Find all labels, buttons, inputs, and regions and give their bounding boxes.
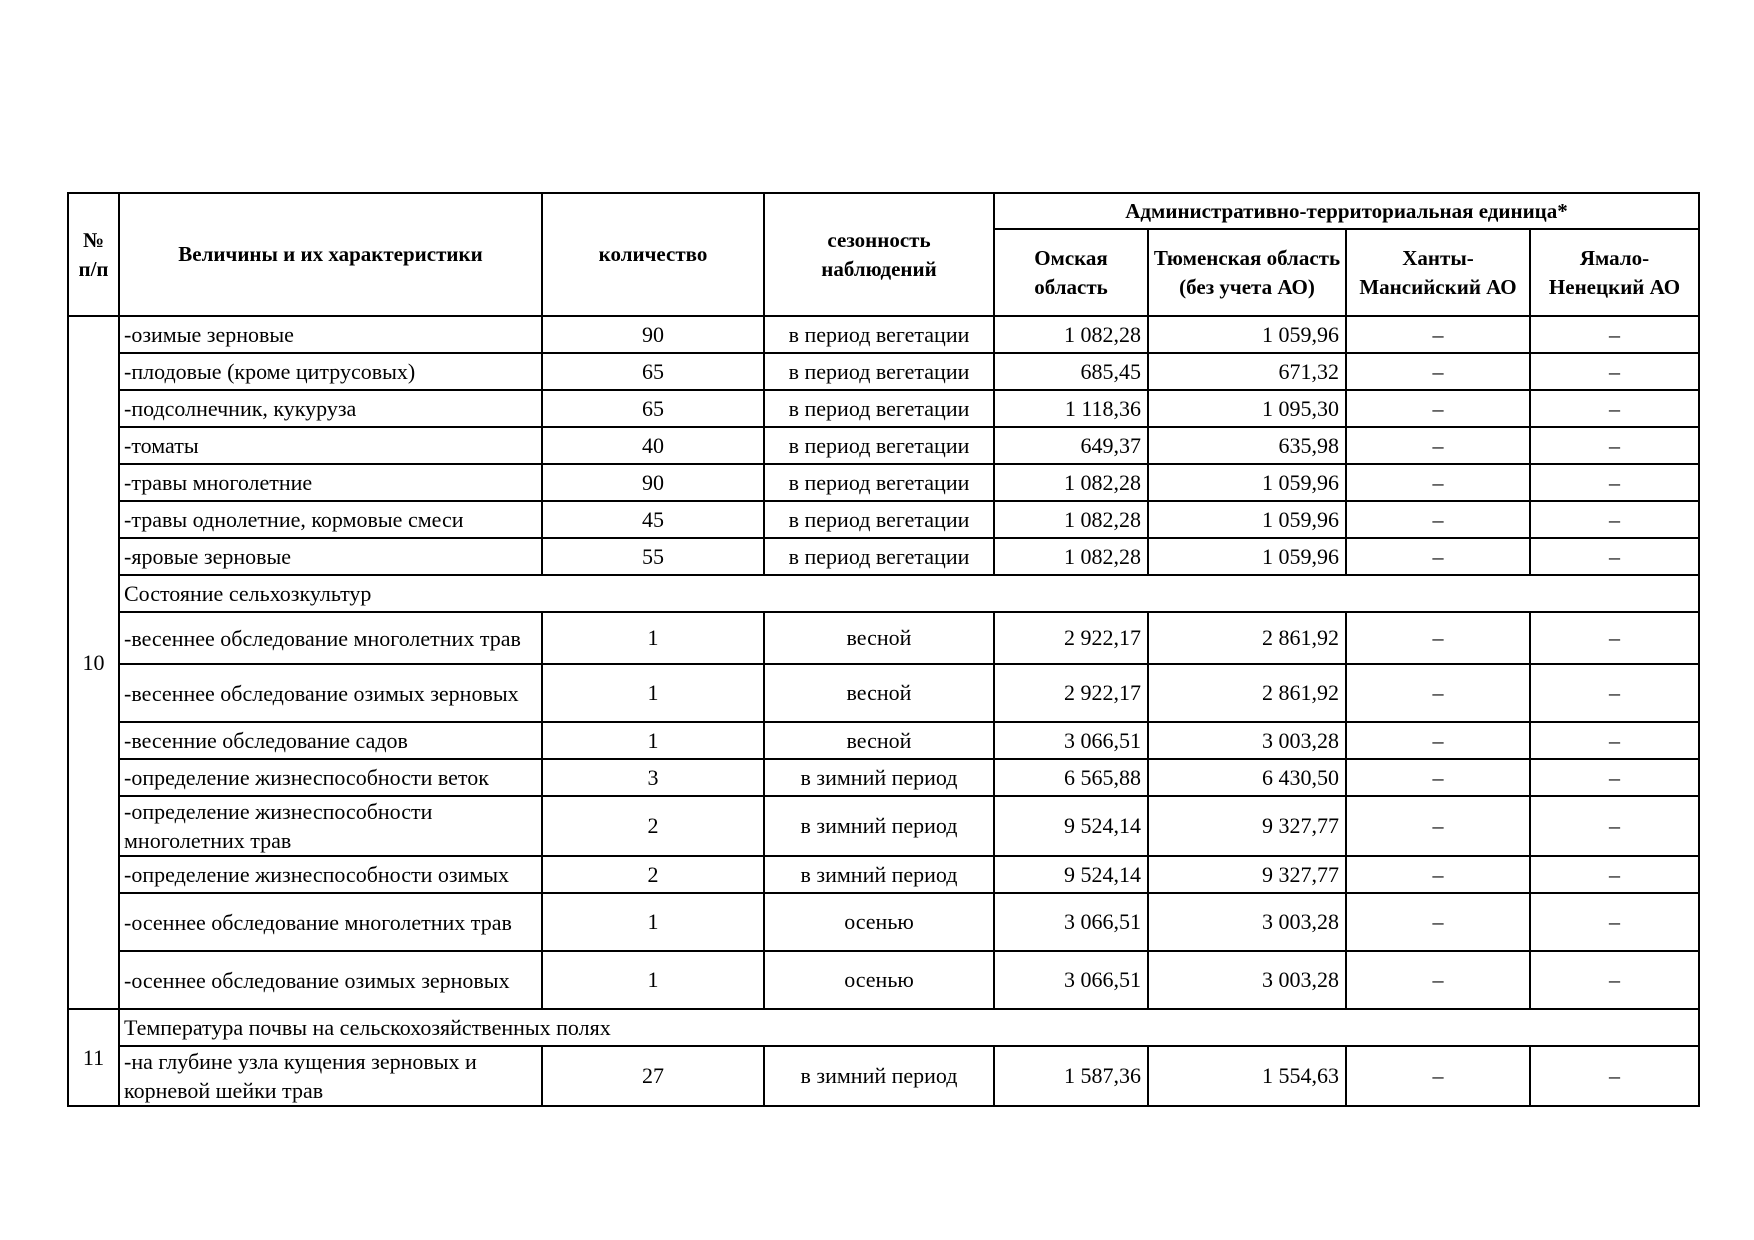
table-row bbox=[68, 722, 1699, 759]
row-value-khmao: – bbox=[1346, 893, 1530, 951]
table-row bbox=[68, 353, 1699, 390]
table-row bbox=[68, 759, 1699, 796]
row-desc: -определение жизнеспособности многолетних трав bbox=[119, 796, 542, 856]
header-admin-unit: Административно-территориальная единица* bbox=[994, 193, 1699, 229]
row-value-omsk: 9 524,14 bbox=[994, 796, 1148, 856]
header-region-yanao: Ямало-Ненецкий АО bbox=[1530, 229, 1699, 316]
row-desc: -осеннее обследование озимых зерновых bbox=[119, 951, 542, 1009]
row-value-omsk: 6 565,88 bbox=[994, 759, 1148, 796]
row-desc: -травы многолетние bbox=[119, 464, 542, 501]
row-value-tyumen: 1 059,96 bbox=[1148, 316, 1346, 353]
section-title: Температура почвы на сельскохозяйственных полях bbox=[119, 1009, 1699, 1046]
header-num: № п/п bbox=[68, 193, 119, 316]
row-value-khmao: – bbox=[1346, 390, 1530, 427]
table-row bbox=[68, 390, 1699, 427]
row-value-omsk: 1 082,28 bbox=[994, 464, 1148, 501]
row-qty: 1 bbox=[542, 664, 764, 722]
row-qty: 1 bbox=[542, 612, 764, 664]
row-value-khmao: – bbox=[1346, 796, 1530, 856]
row-desc: -травы однолетние, кормовые смеси bbox=[119, 501, 542, 538]
row-value-omsk: 1 118,36 bbox=[994, 390, 1148, 427]
table-row bbox=[68, 893, 1699, 951]
row-qty: 65 bbox=[542, 353, 764, 390]
row-value-yanao: – bbox=[1530, 538, 1699, 575]
table-row bbox=[68, 427, 1699, 464]
row-value-khmao: – bbox=[1346, 856, 1530, 893]
row-value-khmao: – bbox=[1346, 464, 1530, 501]
row-value-tyumen: 1 059,96 bbox=[1148, 464, 1346, 501]
row-value-yanao: – bbox=[1530, 722, 1699, 759]
row-value-tyumen: 9 327,77 bbox=[1148, 796, 1346, 856]
row-value-khmao: – bbox=[1346, 538, 1530, 575]
row-season: в зимний период bbox=[764, 759, 994, 796]
header-region-tyumen: Тюменская область (без учета АО) bbox=[1148, 229, 1346, 316]
header-season: сезонность наблюдений bbox=[764, 193, 994, 316]
row-value-khmao: – bbox=[1346, 501, 1530, 538]
row-qty: 40 bbox=[542, 427, 764, 464]
table-row bbox=[68, 538, 1699, 575]
section-title-row bbox=[68, 1009, 1699, 1046]
row-value-tyumen: 635,98 bbox=[1148, 427, 1346, 464]
row-value-tyumen: 3 003,28 bbox=[1148, 951, 1346, 1009]
row-qty: 1 bbox=[542, 893, 764, 951]
row-season: в зимний период bbox=[764, 856, 994, 893]
table-row bbox=[68, 951, 1699, 1009]
row-value-tyumen: 3 003,28 bbox=[1148, 893, 1346, 951]
row-value-omsk: 1 587,36 bbox=[994, 1046, 1148, 1106]
row-value-khmao: – bbox=[1346, 759, 1530, 796]
row-season: в период вегетации bbox=[764, 538, 994, 575]
row-desc: -определение жизнеспособности веток bbox=[119, 759, 542, 796]
row-value-yanao: – bbox=[1530, 427, 1699, 464]
row-value-yanao: – bbox=[1530, 664, 1699, 722]
row-value-tyumen: 1 059,96 bbox=[1148, 501, 1346, 538]
row-desc: -весенние обследование садов bbox=[119, 722, 542, 759]
row-value-khmao: – bbox=[1346, 353, 1530, 390]
row-qty: 45 bbox=[542, 501, 764, 538]
row-season: в период вегетации bbox=[764, 464, 994, 501]
table-row bbox=[68, 856, 1699, 893]
row-value-khmao: – bbox=[1346, 664, 1530, 722]
row-value-tyumen: 1 095,30 bbox=[1148, 390, 1346, 427]
row-desc: -плодовые (кроме цитрусовых) bbox=[119, 353, 542, 390]
table-row bbox=[68, 316, 1699, 353]
row-value-omsk: 2 922,17 bbox=[994, 664, 1148, 722]
section-title: Состояние сельхозкультур bbox=[119, 575, 1699, 612]
row-value-yanao: – bbox=[1530, 353, 1699, 390]
row-qty: 27 bbox=[542, 1046, 764, 1106]
row-season: осенью bbox=[764, 951, 994, 1009]
row-desc: -определение жизнеспособности озимых bbox=[119, 856, 542, 893]
row-desc: -осеннее обследование многолетних трав bbox=[119, 893, 542, 951]
row-value-khmao: – bbox=[1346, 951, 1530, 1009]
row-value-tyumen: 1 554,63 bbox=[1148, 1046, 1346, 1106]
row-value-omsk: 649,37 bbox=[994, 427, 1148, 464]
row-value-yanao: – bbox=[1530, 612, 1699, 664]
row-value-yanao: – bbox=[1530, 893, 1699, 951]
row-desc: -весеннее обследование озимых зерновых bbox=[119, 664, 542, 722]
row-qty: 2 bbox=[542, 796, 764, 856]
table-row bbox=[68, 612, 1699, 664]
row-value-yanao: – bbox=[1530, 501, 1699, 538]
row-value-omsk: 1 082,28 bbox=[994, 316, 1148, 353]
row-value-khmao: – bbox=[1346, 722, 1530, 759]
row-desc: -весеннее обследование многолетних трав bbox=[119, 612, 542, 664]
row-value-omsk: 3 066,51 bbox=[994, 722, 1148, 759]
row-value-yanao: – bbox=[1530, 856, 1699, 893]
row-value-omsk: 1 082,28 bbox=[994, 501, 1148, 538]
row-season: в период вегетации bbox=[764, 316, 994, 353]
row-qty: 2 bbox=[542, 856, 764, 893]
row-desc: -томаты bbox=[119, 427, 542, 464]
row-qty: 90 bbox=[542, 316, 764, 353]
row-value-tyumen: 9 327,77 bbox=[1148, 856, 1346, 893]
row-value-yanao: – bbox=[1530, 390, 1699, 427]
row-season: в зимний период bbox=[764, 796, 994, 856]
row-season: в период вегетации bbox=[764, 427, 994, 464]
row-season: осенью bbox=[764, 893, 994, 951]
row-season: весной bbox=[764, 664, 994, 722]
table-row bbox=[68, 664, 1699, 722]
row-value-yanao: – bbox=[1530, 759, 1699, 796]
row-qty: 65 bbox=[542, 390, 764, 427]
row-value-khmao: – bbox=[1346, 316, 1530, 353]
section-number: 11 bbox=[68, 1009, 119, 1106]
row-qty: 90 bbox=[542, 464, 764, 501]
table-row bbox=[68, 464, 1699, 501]
row-value-omsk: 1 082,28 bbox=[994, 538, 1148, 575]
table-row bbox=[68, 501, 1699, 538]
row-desc: -яровые зерновые bbox=[119, 538, 542, 575]
row-desc: -озимые зерновые bbox=[119, 316, 542, 353]
row-value-omsk: 685,45 bbox=[994, 353, 1148, 390]
row-value-omsk: 2 922,17 bbox=[994, 612, 1148, 664]
row-desc: -на глубине узла кущения зерновых и корневой шейки трав bbox=[119, 1046, 542, 1106]
row-value-yanao: – bbox=[1530, 1046, 1699, 1106]
row-value-omsk: 3 066,51 bbox=[994, 893, 1148, 951]
row-qty: 55 bbox=[542, 538, 764, 575]
row-value-khmao: – bbox=[1346, 427, 1530, 464]
row-value-tyumen: 2 861,92 bbox=[1148, 612, 1346, 664]
table-body bbox=[68, 316, 1699, 1106]
row-season: весной bbox=[764, 612, 994, 664]
row-desc: -подсолнечник, кукуруза bbox=[119, 390, 542, 427]
row-value-khmao: – bbox=[1346, 1046, 1530, 1106]
row-value-tyumen: 2 861,92 bbox=[1148, 664, 1346, 722]
row-value-yanao: – bbox=[1530, 316, 1699, 353]
header-region-omsk: Омская область bbox=[994, 229, 1148, 316]
table-row bbox=[68, 1046, 1699, 1106]
row-value-tyumen: 1 059,96 bbox=[1148, 538, 1346, 575]
rates-table bbox=[67, 192, 1700, 1107]
row-value-tyumen: 6 430,50 bbox=[1148, 759, 1346, 796]
header-qty: количество bbox=[542, 193, 764, 316]
row-qty: 1 bbox=[542, 951, 764, 1009]
row-value-yanao: – bbox=[1530, 951, 1699, 1009]
row-value-tyumen: 3 003,28 bbox=[1148, 722, 1346, 759]
row-qty: 3 bbox=[542, 759, 764, 796]
table-row bbox=[68, 796, 1699, 856]
row-value-tyumen: 671,32 bbox=[1148, 353, 1346, 390]
row-value-omsk: 3 066,51 bbox=[994, 951, 1148, 1009]
row-value-yanao: – bbox=[1530, 796, 1699, 856]
section-number: 10 bbox=[68, 316, 119, 1009]
row-season: в период вегетации bbox=[764, 353, 994, 390]
row-qty: 1 bbox=[542, 722, 764, 759]
row-value-khmao: – bbox=[1346, 612, 1530, 664]
header-desc: Величины и их характеристики bbox=[119, 193, 542, 316]
section-title-row bbox=[68, 575, 1699, 612]
row-season: в период вегетации bbox=[764, 501, 994, 538]
row-season: в период вегетации bbox=[764, 390, 994, 427]
row-season: в зимний период bbox=[764, 1046, 994, 1106]
header-region-khmao: Ханты-Мансийский АО bbox=[1346, 229, 1530, 316]
row-value-yanao: – bbox=[1530, 464, 1699, 501]
row-season: весной bbox=[764, 722, 994, 759]
row-value-omsk: 9 524,14 bbox=[994, 856, 1148, 893]
